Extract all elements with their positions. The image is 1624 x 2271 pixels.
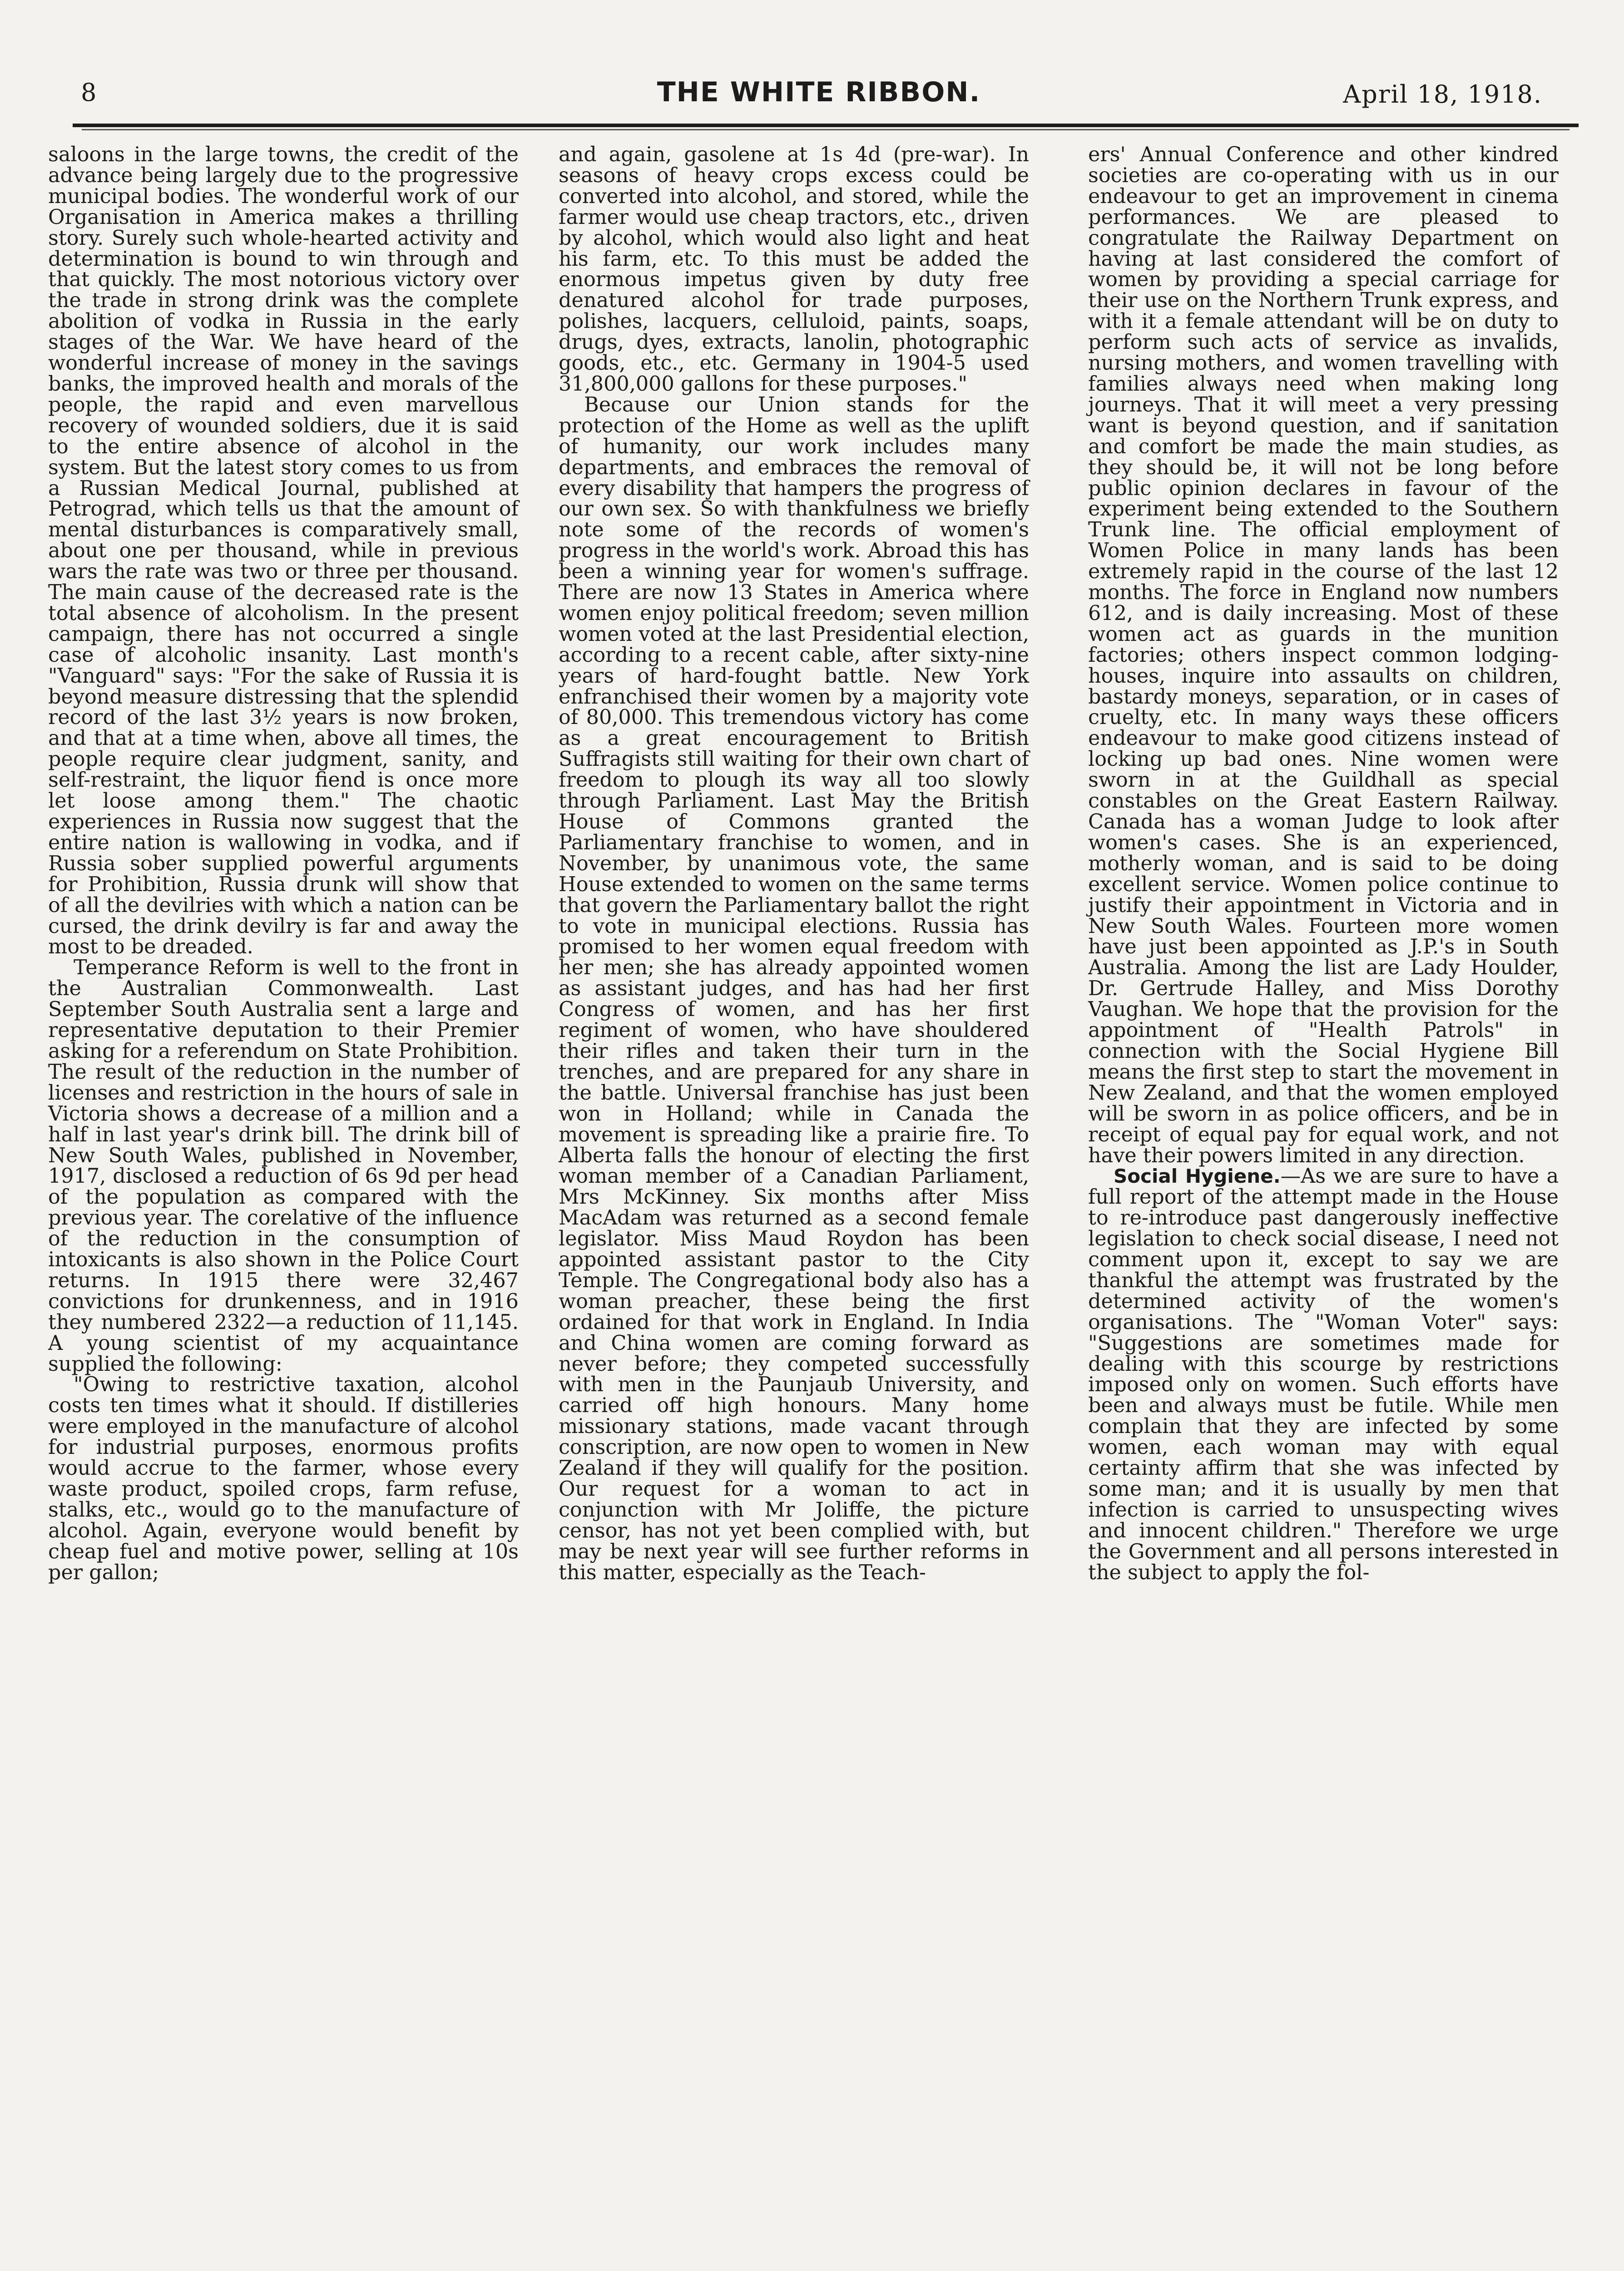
column-2 — [559, 144, 1029, 1583]
paragraph: ers' Annual Conference and other kindred societies are co-operating with us in our endeavour to get an improvement in cinema performances. We are pleased to congratulate the Railway Department on having at last considered the comfort of women by providing a special carriage for their use on the Northern Trunk express, and with it a female attendant will be on duty to perform such acts of service as invalids, nursing mothers, and women travelling with families always need when making long journeys. That it will meet a very pressing want is beyond question, and if sanitation and comfort be made the main studies, as they should be, it will not be long before public opinion declares in favour of the experiment being extended to the Southern Trunk line. The official employment of Women Police in many lands has been extremely rapid in the course of the last 12 months. The force in England now numbers 612, and is daily increasing. Most of these women act as guards in the munition factories; others inspect common lodging-houses, inquire into assaults on children, bastardy moneys, separation, or in cases of cruelty, etc. In many ways these officers endeavour to make good citizens instead of locking up bad ones. Nine women were sworn in at the Guildhall as special constables on the Great Eastern Railway. Canada has a woman Judge to look after women's cases. She is an experienced, motherly woman, and is said to be doing excellent service. Women police continue to justify their appointment in Victoria and in New South Wales. Fourteen more women have just been appointed as J.P.'s in South Australia. Among the list are Lady Houlder, Dr. Gertrude Halley, and Miss Dorothy Vaughan. We hope that the provision for the appointment of "Health Patrols" in connection with the Social Hygiene Bill means the first step to start the movement in New Zealand, and that the women employed will be sworn in as police officers, and be in receipt of equal pay for equal work, and not have their powers limited in any direction. — [1088, 143, 1559, 1167]
paragraph: and again, gasolene at 1s 4d (pre-war). In seasons of heavy crops excess could be converted into alcohol, and stored, while the farmer would use cheap tractors, etc., driven by alcohol, which would also light and heat his farm, etc. To this must be added the enormous impetus given by duty free denatured alcohol for trade purposes, polishes, lacquers, celluloid, paints, soaps, drugs, dyes, extracts, lanolin, photographic goods, etc., etc. Germany in 1904-5 used 31,800,000 gallons for these purposes." — [559, 143, 1029, 396]
header-rule-shadow — [82, 129, 1570, 130]
page-header — [77, 76, 1560, 122]
paragraph — [1088, 1166, 1559, 1583]
column-1 — [48, 144, 519, 1583]
paragraph: Temperance Reform is well to the front in the Australian Commonwealth. Last September South Australia sent a large and representative deputation to their Premier asking for a referendum on State Prohibition. The result of the reduction in the number of licenses and restriction in the hours of sale in Victoria shows a decrease of a million and a half in last year's drink bill. The drink bill of New South Wales, published in November, 1917, disclosed a reduction of 6s 9d per head of the population as compared with the previous year. The corelative of the influence of the reduction in the consumption of intoxicants is also shown in the Police Court returns. In 1915 there were 32,467 convictions for drunkenness, and in 1916 they numbered 2322—a reduction of 11,145. A young scientist of my acquaintance supplied the following: — [48, 956, 519, 1376]
issue-date: April 18, 1918. — [1343, 80, 1542, 109]
paragraph: saloons in the large towns, the credit of the advance being largely due to the progressive municipal bodies. The wonderful work of our Organisation in America makes a thrilling story. Surely such whole-hearted activity and determination is bound to win through and that quickly. The most notorious victory over the trade in strong drink was the complete abolition of vodka in Russia in the early stages of the War. We have heard of the wonderful increase of money in the savings banks, the improved health and morals of the people, the rapid and even marvellous recovery of wounded soldiers, due it is said to the entire absence of alcohol in the system. But the latest story comes to us from a Russian Medical Journal, published at Petrograd, which tells us that the amount of mental disturbances is comparatively small, about one per thousand, while in previous wars the rate was two or three per thousand. The main cause of the decreased rate is the total absence of alcoholism. In the present campaign, there has not occurred a single case of alcoholic insanity. Last month's "Vanguard" says: "For the sake of Russia it is beyond measure distressing that the splendid record of the last 3½ years is now broken, and that at a time when, above all times, the people require clear judgment, sanity, and self-restraint, the liquor fiend is once more let loose among them." The chaotic experiences in Russia now suggest that the entire nation is wallowing in vodka, and if Russia sober supplied powerful arguments for Prohibition, Russia drunk will show that of all the devilries with which a nation can be cursed, the drink devilry is far and away the most to be dreaded. — [48, 143, 519, 959]
header-rule — [73, 124, 1579, 127]
paragraph: Because our Union stands for the protection of the Home as well as the uplift of humanity, our work includes many departments, and embraces the removal of every disability that hampers the progress of our own sex. So with thankfulness we briefly note some of the records of women's progress in the world's work. Abroad this has been a winning year for women's suffrage. There are now 13 States in America where women enjoy political freedom; seven million women voted at the last Presidential election, according to a recent cable, after sixty-nine years of hard-fought battle. New York enfranchised their women by a majority vote of 80,000. This tremendous victory has come as a great encouragement to British Suffragists still waiting for their own chart of freedom to plough its way all too slowly through Parliament. Last May the British House of Commons granted the Parliamentary franchise to women, and in November, by unanimous vote, the same House extended to women on the same terms that govern the Parliamentary ballot the right to vote in municipal elections. Russia has promised to her women equal freedom with her men; she has already appointed women as assistant judges, and has had her first Congress of women, and has her first regiment of women, who have shouldered their rifles and taken their turn in the trenches, and are prepared for any share in the battle. Universal franchise has just been won in Holland; while in Canada the movement is spreading like a prairie fire. To Alberta falls the honour of electing the first woman member of a Canadian Parliament, Mrs McKinney. Six months after Miss MacAdam was returned as a second female legislator. Miss Maud Roydon has been appointed assistant pastor to the City Temple. The Congregational body also has a woman preacher, these being the first ordained for that work in England. In India and China women are coming forward as never before; they competed successfully with men in the Paunjaub University, and carried off high honours. Many home missionary stations, made vacant through conscription, are now open to women in New Zealand if they will qualify for the position. Our request for a woman to act in conjunction with Mr Joliffe, the picture censor, has not yet been complied with, but may be next year will see further reforms in this matter, especially as the Teach- — [559, 393, 1029, 1584]
page-number: 8 — [81, 78, 97, 107]
paragraph-text: —As we are sure to have a full report of the attempt made in the House to re-introduce past dangerously ineffective legislation to check social disease, I need not comment upon it, except to say we are thankful the attempt was frustrated by the determined activity of the women's organisations. The "Woman Voter" says: "Suggestions are sometimes made for dealing with this scourge by restrictions imposed only on women. Such efforts have been and always must be futile. While men complain that they are infected by some women, each woman may with equal certainty affirm that she was infected by some man; and it is usually by men that infection is carried to unsuspecting wives and innocent children." Therefore we urge the Government and all persons interested in the subject to apply the fol- — [1088, 1165, 1559, 1584]
column-3 — [1088, 144, 1559, 1583]
newspaper-title: THE WHITE RIBBON. — [657, 76, 981, 108]
section-heading-social-hygiene: Social Hygiene. — [1114, 1165, 1281, 1188]
quotation-paragraph: "Owing to restrictive taxation, alcohol costs ten times what it should. If distilleries were employed in the manufacture of alcohol for industrial purposes, enormous profits would accrue to the farmer, whose every waste product, spoiled crops, farm refuse, stalks, etc., would go to the manufacture of alcohol. Again, everyone would benefit by cheap fuel and motive power, selling at 10s per gallon; — [48, 1373, 519, 1584]
